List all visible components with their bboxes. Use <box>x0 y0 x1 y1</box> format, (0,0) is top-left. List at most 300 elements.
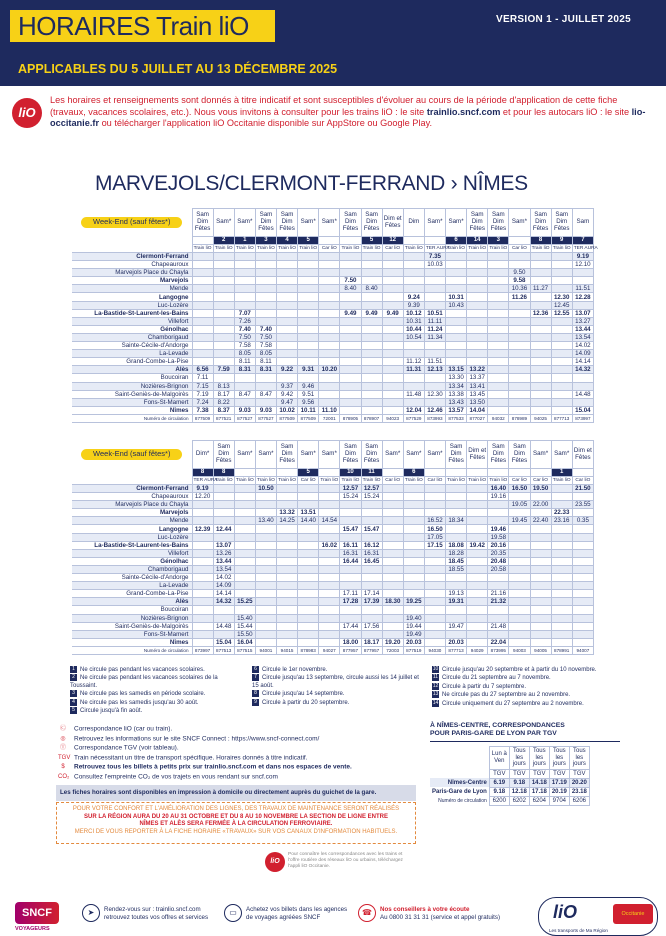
circulation-label: Numéro de circulation <box>72 414 192 422</box>
legend-item <box>58 754 418 764</box>
page-title: HORAIRES Train liO <box>10 10 275 42</box>
day-header: Sam Dim Fêtes <box>530 209 551 237</box>
time-cell <box>298 293 319 301</box>
note-badge <box>319 469 340 477</box>
time-cell <box>488 574 509 582</box>
note-badge: 5 <box>298 237 319 245</box>
station-name: Sainte-Cécile-d'Andorge <box>72 342 192 350</box>
time-cell <box>572 533 593 541</box>
circulation-number: 877027 <box>467 414 488 422</box>
circulation-number: 873993 <box>424 414 445 422</box>
time-cell: 17.14 <box>361 590 382 598</box>
time-cell: 18.55 <box>446 565 467 573</box>
time-cell <box>298 309 319 317</box>
time-cell <box>234 565 255 573</box>
time-cell <box>509 565 530 573</box>
weekend-badge: Week-End (sauf fêtes*) <box>81 449 182 460</box>
time-cell <box>488 517 509 525</box>
time-cell <box>488 277 509 285</box>
corr-day: Tous les jours <box>529 747 549 770</box>
time-cell: 11.26 <box>509 293 530 301</box>
time-cell <box>277 590 298 598</box>
time-cell <box>530 358 551 366</box>
time-cell: 8.22 <box>213 398 234 406</box>
time-cell: 12.45 <box>551 301 572 309</box>
transport-mode: Car liO <box>530 477 551 485</box>
time-cell: 19.45 <box>509 517 530 525</box>
time-cell <box>255 630 276 638</box>
time-cell: 7.40 <box>234 325 255 333</box>
time-cell: 8.11 <box>255 358 276 366</box>
time-cell: 13.27 <box>572 317 593 325</box>
corr-empty <box>430 747 489 770</box>
time-cell <box>382 565 403 573</box>
time-cell <box>467 309 488 317</box>
circulation-number: 877713 <box>446 646 467 654</box>
intro-text-1: Les horaires et renseignements sont donnés à titre indicatif et sont susceptibles d'évoluer au cours de la période d'application de cette fiche (travaux, vacances scolaires, etc.). Nous vous invitons à consulter pour les trains liO : le site <box>50 95 618 117</box>
legend-icon: Ⓣ <box>59 745 66 752</box>
time-cell <box>319 382 340 390</box>
time-cell <box>403 285 424 293</box>
time-cell: 21.16 <box>488 590 509 598</box>
time-cell <box>509 525 530 533</box>
footnote <box>70 690 245 698</box>
time-cell <box>488 293 509 301</box>
time-cell <box>277 253 298 261</box>
time-cell <box>361 342 382 350</box>
time-cell <box>382 358 403 366</box>
time-cell <box>509 582 530 590</box>
time-cell <box>319 333 340 341</box>
time-cell <box>361 582 382 590</box>
lio-occitanie-logo <box>538 897 658 936</box>
footnote-number: 14 <box>432 699 439 706</box>
time-cell <box>488 630 509 638</box>
time-cell <box>255 285 276 293</box>
header-banner <box>0 0 666 86</box>
time-cell: 13.32 <box>277 509 298 517</box>
correspondance-title-1: À NÎMES-CENTRE, CORRESPONDANCES <box>430 722 565 729</box>
time-cell <box>298 598 319 606</box>
time-cell <box>340 253 361 261</box>
time-cell: 14.32 <box>213 598 234 606</box>
circulation-number: 877519 <box>403 646 424 654</box>
time-cell: 18.00 <box>340 638 361 646</box>
footnote-text: Ne circule pas les samedis jusqu'au 30 août. <box>80 699 199 706</box>
time-cell: 10.02 <box>277 406 298 414</box>
footer-phone-line-2: Au 0800 31 31 31 (service et appel gratuits) <box>380 914 501 921</box>
time-cell <box>340 509 361 517</box>
time-cell <box>467 630 488 638</box>
note-badge: 8 <box>192 469 213 477</box>
time-cell: 20.48 <box>488 557 509 565</box>
time-cell: 12.30 <box>424 390 445 398</box>
time-cell <box>319 390 340 398</box>
time-cell: 13.54 <box>572 333 593 341</box>
time-cell <box>277 269 298 277</box>
time-cell: 19.50 <box>530 485 551 493</box>
time-cell <box>467 533 488 541</box>
time-cell <box>319 630 340 638</box>
time-cell <box>467 501 488 509</box>
day-header: Sam Dim Fêtes <box>467 209 488 237</box>
time-cell <box>467 333 488 341</box>
time-cell: 12.57 <box>361 485 382 493</box>
time-cell: 10.03 <box>424 261 445 269</box>
transport-mode: Train liO <box>214 478 233 483</box>
circulation-number: 877957 <box>361 646 382 654</box>
note-badge <box>255 469 276 477</box>
time-cell <box>551 565 572 573</box>
time-cell <box>382 557 403 565</box>
footer-agencies <box>229 906 348 922</box>
transport-mode: Car liO <box>298 477 319 485</box>
transport-mode: Train liO <box>235 478 254 483</box>
time-cell <box>319 557 340 565</box>
time-cell <box>213 606 234 614</box>
note-badge <box>424 237 445 245</box>
time-cell: 12.04 <box>403 406 424 414</box>
time-cell: 13.51 <box>298 509 319 517</box>
table-row <box>72 493 594 501</box>
time-cell <box>213 493 234 501</box>
time-cell <box>424 293 445 301</box>
time-cell <box>277 342 298 350</box>
time-cell: 14.14 <box>572 358 593 366</box>
time-cell: 14.02 <box>213 574 234 582</box>
time-cell <box>213 261 234 269</box>
time-cell <box>361 374 382 382</box>
time-cell <box>298 285 319 293</box>
time-cell <box>382 261 403 269</box>
time-cell <box>509 301 530 309</box>
day-header: Sam* <box>446 209 467 237</box>
time-cell <box>298 269 319 277</box>
time-cell: 10.36 <box>509 285 530 293</box>
footnote <box>432 691 607 699</box>
time-cell: 13.38 <box>446 390 467 398</box>
table-row <box>72 317 594 325</box>
circulation-number: 94027 <box>319 646 340 654</box>
time-cell: 22.40 <box>530 517 551 525</box>
day-header: Sam* <box>424 209 445 237</box>
time-cell <box>234 541 255 549</box>
time-cell <box>255 501 276 509</box>
time-cell <box>361 509 382 517</box>
note-badge <box>572 469 593 477</box>
time-cell <box>488 614 509 622</box>
legend-icon: CO₂ <box>58 773 70 780</box>
time-cell <box>298 277 319 285</box>
table-row <box>72 390 594 398</box>
time-cell <box>530 382 551 390</box>
time-cell <box>572 382 593 390</box>
day-header: Sam Dim Fêtes <box>551 209 572 237</box>
time-cell <box>382 382 403 390</box>
circulation-number: 877515 <box>234 646 255 654</box>
circulation-number: 94032 <box>488 414 509 422</box>
footer-website[interactable] <box>87 906 209 922</box>
time-cell <box>551 382 572 390</box>
time-cell: 14.54 <box>319 517 340 525</box>
time-cell <box>509 590 530 598</box>
time-cell: 17.39 <box>361 598 382 606</box>
corr-type: TGV <box>549 769 569 778</box>
time-cell: 13.44 <box>213 557 234 565</box>
time-cell <box>424 269 445 277</box>
time-cell: 9.50 <box>509 269 530 277</box>
time-cell: 7.24 <box>192 398 213 406</box>
circulation-number: 94005 <box>530 646 551 654</box>
time-cell <box>277 485 298 493</box>
time-cell <box>255 493 276 501</box>
time-cell <box>340 398 361 406</box>
day-header: Sam Dim Fêtes <box>340 441 361 469</box>
station-name: Boucoiran <box>72 606 192 614</box>
transport-mode: TER AURA <box>573 246 598 251</box>
time-cell <box>551 350 572 358</box>
time-cell <box>382 285 403 293</box>
time-cell <box>403 517 424 525</box>
trainlio-link[interactable]: trainlio.sncf.com <box>426 106 501 117</box>
circulation-number: 877509 <box>298 414 319 422</box>
time-cell <box>361 565 382 573</box>
time-cell <box>488 366 509 374</box>
time-cell: 13.07 <box>213 541 234 549</box>
transport-mode: Car liO <box>424 477 445 485</box>
time-cell: 15.25 <box>234 598 255 606</box>
time-cell <box>319 261 340 269</box>
time-cell <box>319 614 340 622</box>
time-cell <box>319 374 340 382</box>
day-header: Sam* <box>382 441 403 469</box>
time-cell <box>446 333 467 341</box>
time-cell: 7.19 <box>192 390 213 398</box>
legend-icon: TGV <box>58 754 71 761</box>
time-cell <box>192 358 213 366</box>
time-cell <box>340 374 361 382</box>
time-cell <box>319 269 340 277</box>
time-cell <box>530 622 551 630</box>
time-cell: 20.35 <box>488 549 509 557</box>
transport-mode: Train liO <box>320 478 339 483</box>
footnote-number: 8 <box>252 690 259 697</box>
time-cell: 19.44 <box>403 622 424 630</box>
time-cell: 7.38 <box>192 406 213 414</box>
time-cell <box>255 582 276 590</box>
time-cell: 19.40 <box>403 614 424 622</box>
time-cell: 7.59 <box>213 366 234 374</box>
time-cell <box>467 485 488 493</box>
mode-row-label <box>72 245 192 253</box>
station-name: Mende <box>72 285 192 293</box>
time-cell <box>382 630 403 638</box>
time-cell <box>572 574 593 582</box>
time-cell: 21.32 <box>488 598 509 606</box>
time-cell <box>192 277 213 285</box>
time-cell <box>340 565 361 573</box>
time-cell <box>340 630 361 638</box>
correspondance-table <box>430 746 590 806</box>
day-header: Sam* <box>530 441 551 469</box>
time-cell <box>424 485 445 493</box>
station-name: Luc-Lozère <box>72 301 192 309</box>
station-name: Sainte-Cécile-d'Andorge <box>72 574 192 582</box>
time-cell <box>446 317 467 325</box>
time-cell <box>467 301 488 309</box>
time-cell <box>382 622 403 630</box>
table-row <box>72 565 594 573</box>
intro-text-2: et pour les autocars liO : le site <box>500 106 632 117</box>
station-name: Génolhac <box>72 325 192 333</box>
time-cell <box>382 350 403 358</box>
time-cell <box>255 269 276 277</box>
intro-text <box>50 95 655 130</box>
time-cell: 11.34 <box>424 333 445 341</box>
time-cell <box>340 269 361 277</box>
time-cell <box>551 501 572 509</box>
station-name: Grand-Combe-La-Pise <box>72 358 192 366</box>
time-cell <box>424 622 445 630</box>
time-cell <box>467 606 488 614</box>
time-cell: 12.57 <box>340 485 361 493</box>
time-cell <box>192 342 213 350</box>
time-cell: 8.17 <box>213 390 234 398</box>
legend-item <box>58 725 418 735</box>
time-cell <box>192 350 213 358</box>
transport-mode: Train liO <box>278 246 297 251</box>
time-cell <box>192 325 213 333</box>
day-header: Dim et Fêtes <box>467 441 488 469</box>
time-cell <box>319 285 340 293</box>
time-cell <box>213 350 234 358</box>
footnote-text: Ne circule pas les samedis en période scolaire. <box>80 691 206 698</box>
time-cell <box>382 374 403 382</box>
day-header: Dim* <box>192 441 213 469</box>
legend-item <box>58 773 418 783</box>
time-cell <box>488 374 509 382</box>
time-cell <box>446 533 467 541</box>
time-cell <box>340 317 361 325</box>
time-cell <box>424 501 445 509</box>
legend-icon: $ <box>61 764 65 771</box>
intro-text-3: ou télécharger l'application liO Occitanie disponible sur AppStore ou Google Play. <box>99 118 433 128</box>
time-cell <box>403 253 424 261</box>
lio-slogan: Les transports de Ma Région <box>549 928 608 933</box>
time-cell <box>192 614 213 622</box>
circulation-number: 94001 <box>255 646 276 654</box>
circulation-number: 94025 <box>530 414 551 422</box>
corr-type: TGV <box>509 769 529 778</box>
time-cell <box>382 390 403 398</box>
legend-item <box>58 735 418 745</box>
time-cell <box>488 261 509 269</box>
time-cell <box>403 606 424 614</box>
time-cell <box>403 374 424 382</box>
time-cell: 9.39 <box>403 301 424 309</box>
time-cell <box>551 606 572 614</box>
sncf-logo: SNCF <box>15 902 59 924</box>
time-cell <box>572 557 593 565</box>
table-row <box>72 485 594 493</box>
time-cell <box>403 541 424 549</box>
time-cell: 13.50 <box>467 398 488 406</box>
time-cell <box>234 277 255 285</box>
time-cell <box>488 606 509 614</box>
note-badge <box>446 469 467 477</box>
note-badge <box>234 469 255 477</box>
time-cell <box>298 557 319 565</box>
transport-mode: TER AURA <box>193 478 218 483</box>
time-cell <box>298 485 319 493</box>
footnote-number: 10 <box>432 666 439 672</box>
time-cell <box>488 342 509 350</box>
circulation-number: 878991 <box>551 646 572 654</box>
footnote-number: 12 <box>432 682 439 689</box>
time-cell <box>572 590 593 598</box>
time-cell <box>192 574 213 582</box>
footer-phone <box>362 906 501 922</box>
time-cell <box>467 293 488 301</box>
time-cell <box>298 574 319 582</box>
time-cell <box>192 606 213 614</box>
circulation-label: Numéro de circulation <box>72 646 192 654</box>
time-cell <box>467 525 488 533</box>
time-cell: 8.31 <box>234 366 255 374</box>
time-cell: 9.31 <box>298 366 319 374</box>
notes-row-label <box>72 469 192 477</box>
table-row <box>72 501 594 509</box>
time-cell: 7.50 <box>234 333 255 341</box>
time-cell: 10.12 <box>403 309 424 317</box>
station-name: Saint-Geniès-de-Malgoirès <box>72 390 192 398</box>
time-cell: 11.24 <box>424 325 445 333</box>
time-cell <box>192 533 213 541</box>
table-row <box>72 549 594 557</box>
time-cell <box>403 533 424 541</box>
time-cell: 7.35 <box>424 253 445 261</box>
time-cell <box>509 317 530 325</box>
time-cell <box>551 493 572 501</box>
time-cell: 16.45 <box>361 557 382 565</box>
legend-icon: ◎ <box>60 735 66 742</box>
time-cell <box>446 509 467 517</box>
circulation-number: 873997 <box>572 414 593 422</box>
day-header: Sam Dim Fêtes <box>509 441 530 469</box>
time-cell <box>467 325 488 333</box>
intro-block <box>12 95 657 140</box>
time-cell <box>382 525 403 533</box>
time-cell <box>192 557 213 565</box>
time-cell: 13.30 <box>446 374 467 382</box>
time-cell <box>572 582 593 590</box>
lio-occitanie-link[interactable]: lio-occitanie.fr <box>50 106 646 128</box>
time-cell <box>298 493 319 501</box>
time-cell: 17.15 <box>424 541 445 549</box>
circulation-number: 877513 <box>213 646 234 654</box>
time-cell <box>277 598 298 606</box>
time-cell: 14.48 <box>213 622 234 630</box>
time-cell <box>403 557 424 565</box>
time-cell <box>530 541 551 549</box>
time-cell <box>551 638 572 646</box>
note-badge: 14 <box>467 237 488 245</box>
time-cell <box>488 285 509 293</box>
circulation-number: 877529 <box>403 414 424 422</box>
table-row <box>72 366 594 374</box>
station-name: Chapeauroux <box>72 493 192 501</box>
time-cell <box>319 582 340 590</box>
